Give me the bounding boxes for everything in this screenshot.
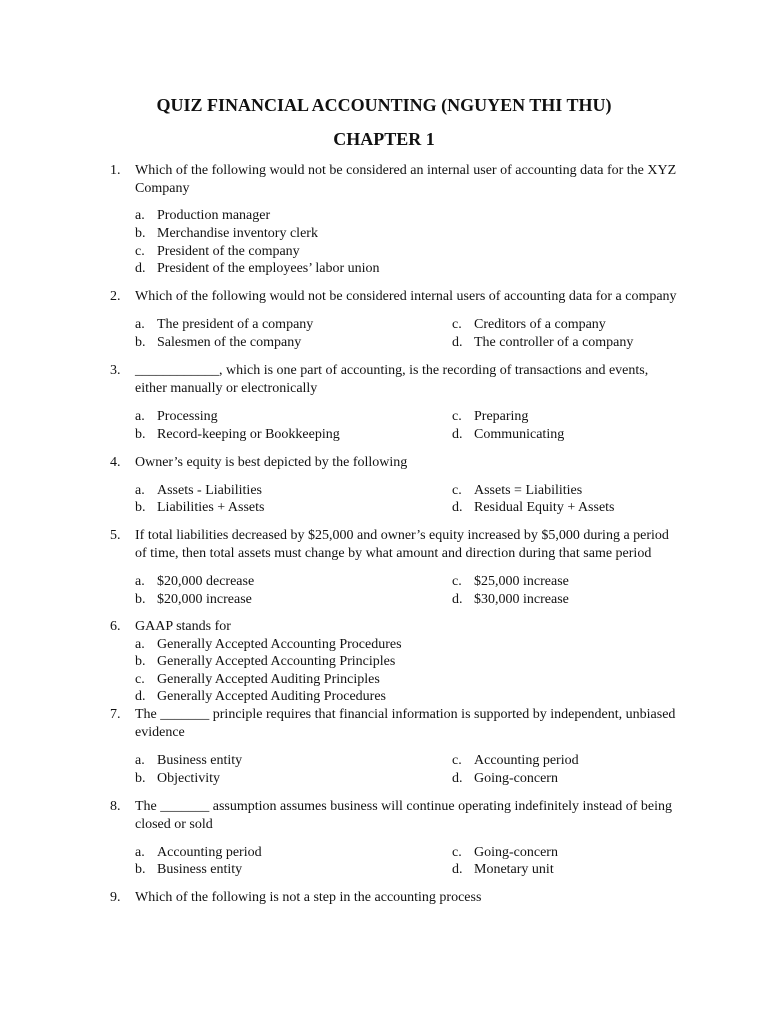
option-5b — [135, 591, 252, 609]
option-letter: a. — [135, 409, 145, 424]
option-text: Production manager — [157, 208, 271, 223]
question-number: 5. — [110, 528, 121, 543]
option-6b — [135, 653, 395, 671]
option-letter: d. — [452, 592, 463, 607]
option-text: Preparing — [474, 409, 529, 424]
option-text: Salesmen of the company — [157, 335, 302, 350]
option-letter: a. — [135, 637, 145, 652]
option-letter: c. — [452, 753, 462, 768]
option-8a — [135, 844, 262, 862]
option-8d — [452, 861, 554, 879]
quiz-title: QUIZ FINANCIAL ACCOUNTING (NGUYEN THI THU) — [156, 95, 612, 115]
option-letter: a. — [135, 317, 145, 332]
option-text: Business entity — [157, 862, 243, 877]
option-letter: a. — [135, 574, 145, 589]
option-letter: d. — [452, 335, 463, 350]
question-number: 4. — [110, 455, 121, 470]
question-number: 7. — [110, 707, 121, 722]
question-text: If total liabilities decreased by $25,000 and owner’s equity increased by $5,000 during a period of time, then total assets must change by what amount and direction during that same period — [135, 528, 669, 561]
option-7d — [452, 770, 558, 788]
option-text: Assets = Liabilities — [474, 483, 583, 498]
option-5a — [135, 573, 254, 591]
option-letter: c. — [135, 672, 145, 687]
option-4d — [452, 499, 615, 517]
option-2b — [135, 334, 301, 352]
question-number: 2. — [110, 289, 121, 304]
option-letter: a. — [135, 845, 145, 860]
option-7b — [135, 770, 220, 788]
option-letter: c. — [452, 845, 462, 860]
option-text: Record-keeping or Bookkeeping — [157, 427, 340, 442]
question-4 — [110, 454, 680, 472]
question-text: GAAP stands for — [135, 619, 231, 634]
option-text: Generally Accepted Accounting Procedures — [157, 637, 402, 652]
option-letter: c. — [452, 317, 462, 332]
question-text: Owner’s equity is best depicted by the following — [135, 455, 408, 470]
option-text: Merchandise inventory clerk — [157, 226, 318, 241]
option-letter: b. — [135, 226, 146, 241]
option-3d — [452, 426, 564, 444]
question-text: Which of the following would not be considered an internal user of accounting data for the XYZ Company — [135, 163, 677, 196]
option-8c — [452, 844, 558, 862]
option-6d — [135, 688, 386, 706]
question-3 — [110, 362, 680, 398]
option-text: $20,000 decrease — [157, 574, 255, 589]
option-letter: d. — [135, 261, 146, 276]
option-text: President of the company — [157, 244, 300, 259]
question-text: Which of the following is not a step in the accounting process — [135, 890, 482, 905]
option-text: Going-concern — [474, 771, 558, 786]
question-8 — [110, 798, 680, 834]
question-6 — [110, 618, 680, 636]
option-6a — [135, 636, 402, 654]
option-text: Accounting period — [157, 845, 262, 860]
question-number: 1. — [110, 163, 121, 178]
option-letter: a. — [135, 483, 145, 498]
option-letter: c. — [452, 574, 462, 589]
option-3c — [452, 408, 528, 426]
option-6c — [135, 671, 380, 689]
option-letter: d. — [452, 500, 463, 515]
question-1 — [110, 162, 680, 198]
option-text: Processing — [157, 409, 218, 424]
option-text: Business entity — [157, 753, 243, 768]
option-8b — [135, 861, 242, 879]
question-2 — [110, 288, 680, 306]
question-9 — [110, 889, 680, 907]
option-text: Generally Accepted Auditing Principles — [157, 672, 380, 687]
option-text: Generally Accepted Accounting Principles — [157, 654, 396, 669]
option-1a — [135, 207, 270, 225]
question-number: 8. — [110, 799, 121, 814]
question-text: Which of the following would not be considered internal users of accounting data for a company — [135, 289, 677, 304]
option-letter: b. — [135, 427, 146, 442]
option-letter: b. — [135, 592, 146, 607]
question-5 — [110, 527, 680, 563]
option-text: Residual Equity + Assets — [474, 500, 615, 515]
question-7 — [110, 706, 680, 742]
option-7a — [135, 752, 242, 770]
question-number: 3. — [110, 363, 121, 378]
option-3b — [135, 426, 340, 444]
option-letter: d. — [452, 862, 463, 877]
option-letter: b. — [135, 771, 146, 786]
option-1d — [135, 260, 380, 278]
option-1c — [135, 243, 300, 261]
option-2d — [452, 334, 633, 352]
option-letter: c. — [452, 483, 462, 498]
question-number: 6. — [110, 619, 121, 634]
question-text: The _______ principle requires that financial information is supported by independent, unbiased evidence — [135, 707, 676, 740]
question-text: The _______ assumption assumes business will continue operating indefinitely instead of being closed or sold — [135, 799, 672, 832]
option-4b — [135, 499, 264, 517]
option-text: $30,000 increase — [474, 592, 569, 607]
option-2c — [452, 316, 606, 334]
option-4c — [452, 482, 582, 500]
option-text: Accounting period — [474, 753, 579, 768]
option-letter: b. — [135, 335, 146, 350]
option-text: President of the employees’ labor union — [157, 261, 380, 276]
option-letter: b. — [135, 500, 146, 515]
option-letter: b. — [135, 654, 146, 669]
option-text: Communicating — [474, 427, 565, 442]
option-5c — [452, 573, 569, 591]
option-text: The president of a company — [157, 317, 314, 332]
option-text: Liabilities + Assets — [157, 500, 265, 515]
option-2a — [135, 316, 313, 334]
option-1b — [135, 225, 318, 243]
option-letter: c. — [452, 409, 462, 424]
question-number: 9. — [110, 890, 121, 905]
option-text: $20,000 increase — [157, 592, 252, 607]
question-text: ____________, which is one part of accounting, is the recording of transactions and events, either manually or electronically — [135, 363, 649, 396]
option-3a — [135, 408, 218, 426]
option-7c — [452, 752, 579, 770]
option-text: $25,000 increase — [474, 574, 569, 589]
option-letter: a. — [135, 753, 145, 768]
option-text: Going-concern — [474, 845, 558, 860]
option-letter: d. — [452, 771, 463, 786]
chapter-heading: CHAPTER 1 — [333, 129, 435, 149]
option-text: The controller of a company — [474, 335, 634, 350]
option-text: Generally Accepted Auditing Procedures — [157, 689, 386, 704]
option-letter: d. — [452, 427, 463, 442]
option-5d — [452, 591, 569, 609]
option-letter: b. — [135, 862, 146, 877]
option-letter: a. — [135, 208, 145, 223]
option-text: Creditors of a company — [474, 317, 606, 332]
option-text: Monetary unit — [474, 862, 554, 877]
option-letter: d. — [135, 689, 146, 704]
option-letter: c. — [135, 244, 145, 259]
option-text: Assets - Liabilities — [157, 483, 262, 498]
option-4a — [135, 482, 262, 500]
option-text: Objectivity — [157, 771, 220, 786]
